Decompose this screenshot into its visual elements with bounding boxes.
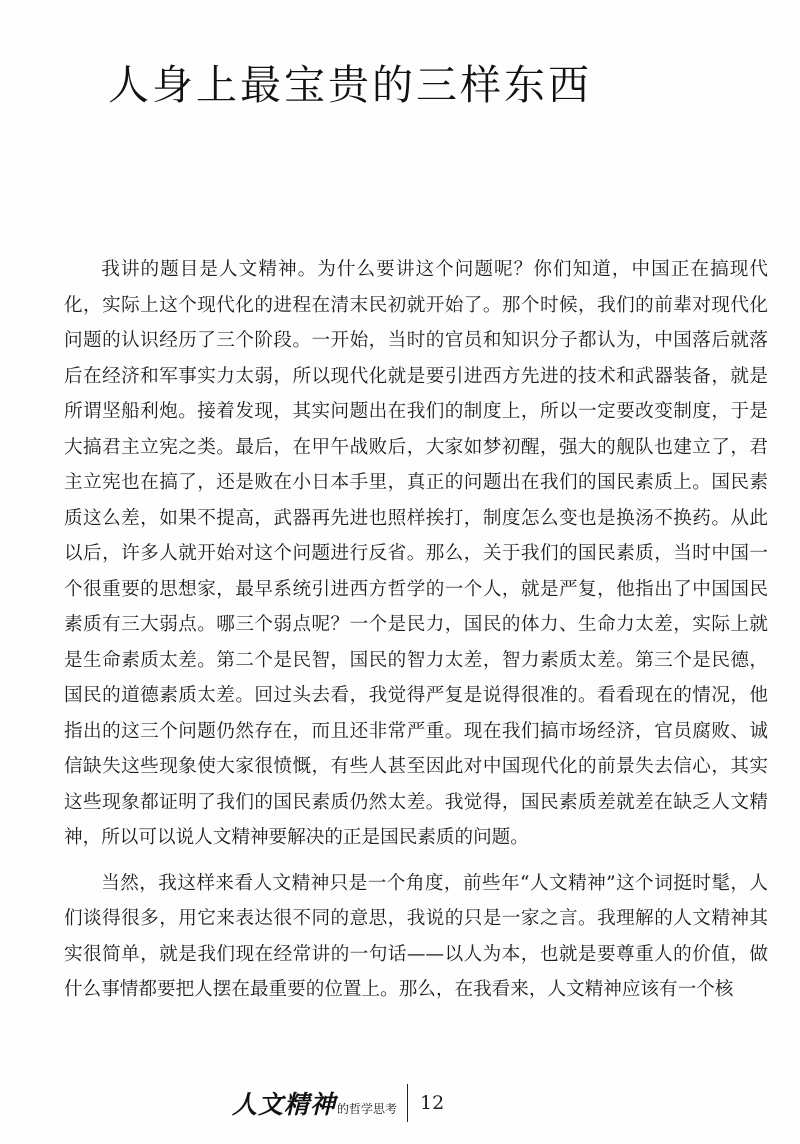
- footer-book-subtitle: 的哲学思考: [337, 1101, 398, 1116]
- chapter-title: 人身上最宝贵的三样东西: [108, 61, 592, 109]
- paragraph-1: 我讲的题目是人文精神。为什么要讲这个问题呢？你们知道，中国正在搞现代化，实际上这个现代化的进程在清末民初就开始了。那个时候，我们的前辈对现代化问题的认识经历了三个阶段。一开始，当时的官员和知识分子都认为，中国落后就落后在经济和军事实力太弱，所以现代化就是要引进西方先进的技术和武器装备，就是所谓坚船利炮。接着发现，其实问题出在我们的制度上，所以一定要改变制度，于是大搞君主立宪之类。最后，在甲午战败后，大家如梦初醒，强大的舰队也建立了，君主立宪也在搞了，还是败在小日本手里，真正的问题出在我们的国民素质上。国民素质这么差，如果不提高，武器再先进也照样挨打，制度怎么变也是换汤不换药。从此以后，许多人就开始对这个问题进行反省。那么，关于我们的国民素质，当时中国一个很重要的思想家，最早系统引进西方哲学的一个人，就是严复，他指出了中国国民素质有三大弱点。哪三个弱点呢？一个是民力，国民的体力、生命力太差，实际上就是生命素质太差。第二个是民智，国民的智力太差，智力素质太差。第三个是民德，国民的道德素质太差。回过头去看，我觉得严复是说得很准的。看看现在的情况，他指出的这三个问题仍然存在，而且还非常严重。现在我们搞市场经济，官员腐败、诚信缺失这些现象使大家很愤慨，有些人甚至因此对中国现代化的前景失去信心，其实这些现象都证明了我们的国民素质仍然太差。我觉得，国民素质差就差在缺乏人文精神，所以可以说人文精神要解决的正是国民素质的问题。: [64, 259, 768, 848]
- footer-divider: [407, 1084, 408, 1122]
- page-number: 12: [420, 1092, 445, 1114]
- footer-book-title: 人文精神: [232, 1090, 337, 1119]
- paragraph-2: 当然，我这样来看人文精神只是一个角度，前些年“人文精神”这个词挺时髦，人们谈得很多，用它来表达很不同的意思，我说的只是一家之言。我理解的人文精神其实很简单，就是我们现在经常讲的一句话——以人为本，也就是要尊重人的价值，做什么事情都要把人摆在最重要的位置上。那么，在我看来，人文精神应该有一个核: [64, 872, 768, 1000]
- page-footer: [232, 1082, 444, 1124]
- body-text: [64, 252, 768, 1008]
